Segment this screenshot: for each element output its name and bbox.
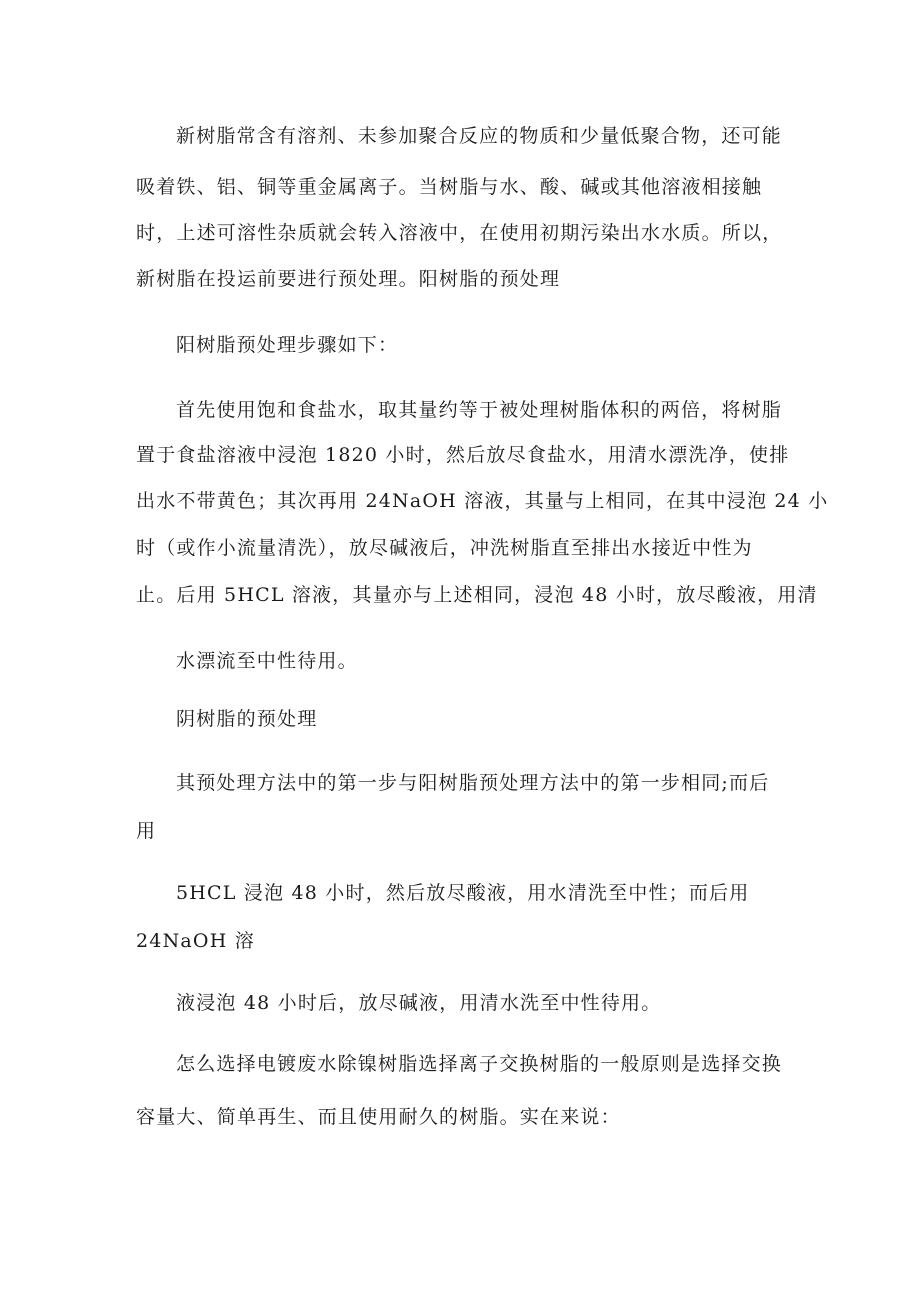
text-line: 用 (136, 820, 157, 842)
text-line: 水漂流至中性待用。 (176, 650, 358, 672)
text-line: 出水不带黄色；其次再用 24NaOH 溶液，其量与上相同，在其中浸泡 24 小 (136, 490, 829, 512)
text-line: 怎么选择电镀废水除镍树脂选择离子交换树脂的一般原则是选择交换 (176, 1053, 783, 1075)
text-line: 时，上述可溶性杂质就会转入溶液中，在使用初期污染出水水质。所以， (136, 222, 783, 244)
text-line: 新树脂在投运前要进行预处理。阳树脂的预处理 (136, 268, 561, 290)
text-line: 其预处理方法中的第一步与阳树脂预处理方法中的第一步相同;而后 (176, 772, 770, 794)
text-line: 5HCL 浸泡 48 小时，然后放尽酸液，用水清洗至中性；而后用 (176, 882, 750, 904)
text-line: 止。后用 5HCL 溶液，其量亦与上述相同，浸泡 48 小时，放尽酸液，用清 (136, 584, 818, 606)
text-line: 容量大、简单再生、而且使用耐久的树脂。实在来说： (136, 1106, 621, 1128)
text-line: 新树脂常含有溶剂、未参加聚合反应的物质和少量低聚合物，还可能 (176, 125, 783, 147)
text-line: 置于食盐溶液中浸泡 1820 小时，然后放尽食盐水，用清水漂洗净，使排 (136, 444, 790, 466)
text-line: 阳树脂预处理步骤如下： (176, 334, 399, 356)
text-line: 时（或作小流量清洗），放尽碱液后，冲洗树脂直至排出水接近中性为 (136, 537, 753, 559)
text-line: 液浸泡 48 小时后，放尽碱液，用清水洗至中性待用。 (176, 992, 662, 1014)
text-line: 阴树脂的预处理 (176, 708, 318, 730)
text-line: 首先使用饱和食盐水，取其量约等于被处理树脂体积的两倍，将树脂 (176, 399, 783, 421)
text-line: 24NaOH 溶 (136, 930, 255, 952)
text-line: 吸着铁、铝、铜等重金属离子。当树脂与水、酸、碱或其他溶液相接触 (136, 176, 763, 198)
